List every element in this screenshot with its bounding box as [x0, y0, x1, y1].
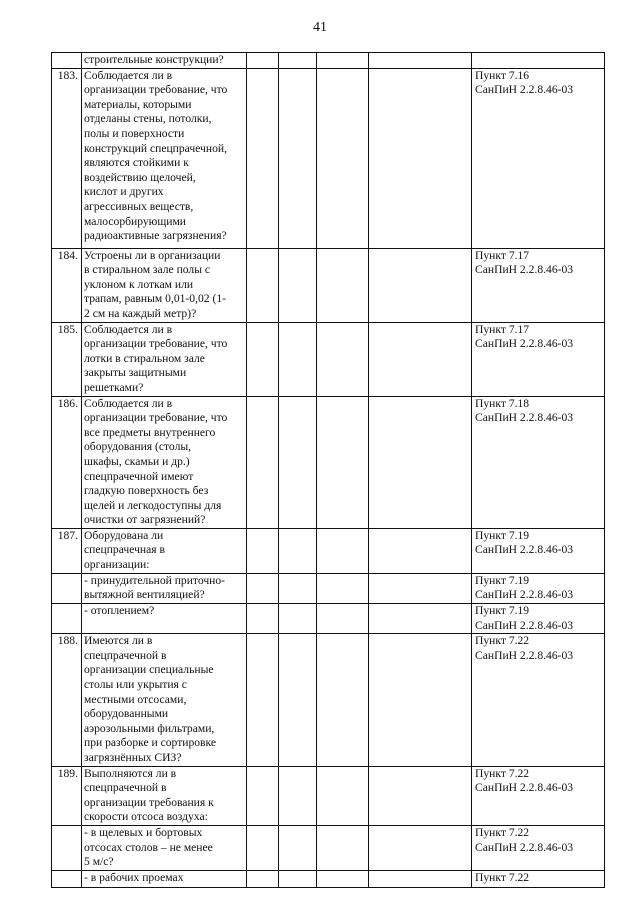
answer-cell — [317, 528, 369, 573]
answer-cell — [279, 766, 317, 825]
question-text: Соблюдается ли в организации требование, что лотки в стиральном зале закрыты защитными решетками? — [82, 322, 247, 396]
table-row — [52, 248, 605, 322]
item-number — [52, 870, 82, 887]
table-row — [52, 573, 605, 603]
answer-cell — [317, 825, 369, 870]
normative-reference — [472, 53, 605, 69]
page-number: 41 — [313, 20, 327, 35]
question-text: - в рабочих проемах — [82, 870, 247, 887]
question-text: Соблюдается ли в организации требование, что все предметы внутреннего оборудования (столы, шкафы, скамьи и др.) спецпрачечной имеют гладкую поверхность без щелей и легкодоступны для очистки от загрязнений? — [82, 396, 247, 528]
question-text: - отоплением? — [82, 604, 247, 634]
answer-cell — [247, 825, 279, 870]
table-row — [52, 322, 605, 396]
answer-cell — [279, 53, 317, 69]
answer-cell — [317, 870, 369, 887]
answer-cell — [247, 870, 279, 887]
answer-cell — [247, 766, 279, 825]
normative-reference: Пункт 7.18 СанПиН 2.2.8.46-03 — [472, 396, 605, 528]
normative-reference: Пункт 7.17 СанПиН 2.2.8.46-03 — [472, 248, 605, 322]
table-row — [52, 870, 605, 887]
item-number — [52, 825, 82, 870]
answer-cell — [247, 396, 279, 528]
answer-cell — [279, 870, 317, 887]
normative-reference: Пункт 7.19 СанПиН 2.2.8.46-03 — [472, 573, 605, 603]
answer-cell — [279, 68, 317, 248]
answer-cell — [317, 604, 369, 634]
answer-cell — [317, 573, 369, 603]
table-row — [52, 766, 605, 825]
normative-reference: Пункт 7.22 СанПиН 2.2.8.46-03 — [472, 634, 605, 766]
item-number — [52, 573, 82, 603]
answer-cell — [247, 53, 279, 69]
question-text: строительные конструкции? — [82, 53, 247, 69]
question-text: - в щелевых и бортовых отсосах столов – не менее 5 м/с? — [82, 825, 247, 870]
answer-cell — [279, 248, 317, 322]
table-row — [52, 396, 605, 528]
answer-cell — [369, 870, 472, 887]
table-row — [52, 68, 605, 248]
answer-cell — [317, 322, 369, 396]
table-row — [52, 53, 605, 69]
answer-cell — [369, 68, 472, 248]
table-row — [52, 528, 605, 573]
answer-cell — [369, 528, 472, 573]
answer-cell — [279, 825, 317, 870]
answer-cell — [369, 53, 472, 69]
table-row — [52, 825, 605, 870]
question-text: Оборудована ли спецпрачечная в организации: — [82, 528, 247, 573]
answer-cell — [317, 68, 369, 248]
answer-cell — [317, 248, 369, 322]
question-text: Имеются ли в спецпрачечной в организации специальные столы или укрытия с местными отсосами, оборудованными аэрозольными фильтрами, при разборке и сортировке загрязнённых СИЗ? — [82, 634, 247, 766]
answer-cell — [247, 604, 279, 634]
item-number — [52, 53, 82, 69]
answer-cell — [369, 604, 472, 634]
normative-reference: Пункт 7.16 СанПиН 2.2.8.46-03 — [472, 68, 605, 248]
answer-cell — [247, 573, 279, 603]
item-number: 186. — [52, 396, 82, 528]
answer-cell — [279, 322, 317, 396]
table-row — [52, 604, 605, 634]
question-text: Выполняются ли в спецпрачечной в организации требования к скорости отсоса воздуха: — [82, 766, 247, 825]
answer-cell — [317, 396, 369, 528]
checklist-table — [51, 52, 605, 888]
answer-cell — [369, 396, 472, 528]
answer-cell — [369, 573, 472, 603]
normative-reference: Пункт 7.22 СанПиН 2.2.8.46-03 — [472, 766, 605, 825]
answer-cell — [317, 634, 369, 766]
answer-cell — [247, 322, 279, 396]
item-number: 183. — [52, 68, 82, 248]
normative-reference: Пункт 7.22 СанПиН 2.2.8.46-03 — [472, 825, 605, 870]
answer-cell — [247, 634, 279, 766]
normative-reference: Пункт 7.17 СанПиН 2.2.8.46-03 — [472, 322, 605, 396]
item-number: 189. — [52, 766, 82, 825]
answer-cell — [369, 322, 472, 396]
answer-cell — [369, 825, 472, 870]
normative-reference: Пункт 7.19 СанПиН 2.2.8.46-03 — [472, 604, 605, 634]
answer-cell — [279, 528, 317, 573]
question-text: Соблюдается ли в организации требование, что материалы, которыми отделаны стены, потолки, полы и поверхности конструкций спецпрачечной, являются стойкими к воздействию щелочей, кислот и других агрессивных веществ, малосорбирующими радиоактивные загрязнения? — [82, 68, 247, 248]
answer-cell — [369, 634, 472, 766]
item-number: 187. — [52, 528, 82, 573]
normative-reference: Пункт 7.22 — [472, 870, 605, 887]
answer-cell — [247, 248, 279, 322]
answer-cell — [279, 573, 317, 603]
answer-cell — [279, 604, 317, 634]
answer-cell — [279, 396, 317, 528]
answer-cell — [317, 53, 369, 69]
item-number — [52, 604, 82, 634]
normative-reference: Пункт 7.19 СанПиН 2.2.8.46-03 — [472, 528, 605, 573]
question-text: - принудительной приточно- вытяжной вентиляцией? — [82, 573, 247, 603]
item-number: 188. — [52, 634, 82, 766]
answer-cell — [317, 766, 369, 825]
answer-cell — [279, 634, 317, 766]
answer-cell — [369, 248, 472, 322]
item-number: 185. — [52, 322, 82, 396]
answer-cell — [369, 766, 472, 825]
item-number: 184. — [52, 248, 82, 322]
answer-cell — [247, 68, 279, 248]
answer-cell — [247, 528, 279, 573]
table-row — [52, 634, 605, 766]
question-text: Устроены ли в организации в стиральном зале полы с уклоном к лоткам или трапам, равным 0,01-0,02 (1- 2 см на каждый метр)? — [82, 248, 247, 322]
